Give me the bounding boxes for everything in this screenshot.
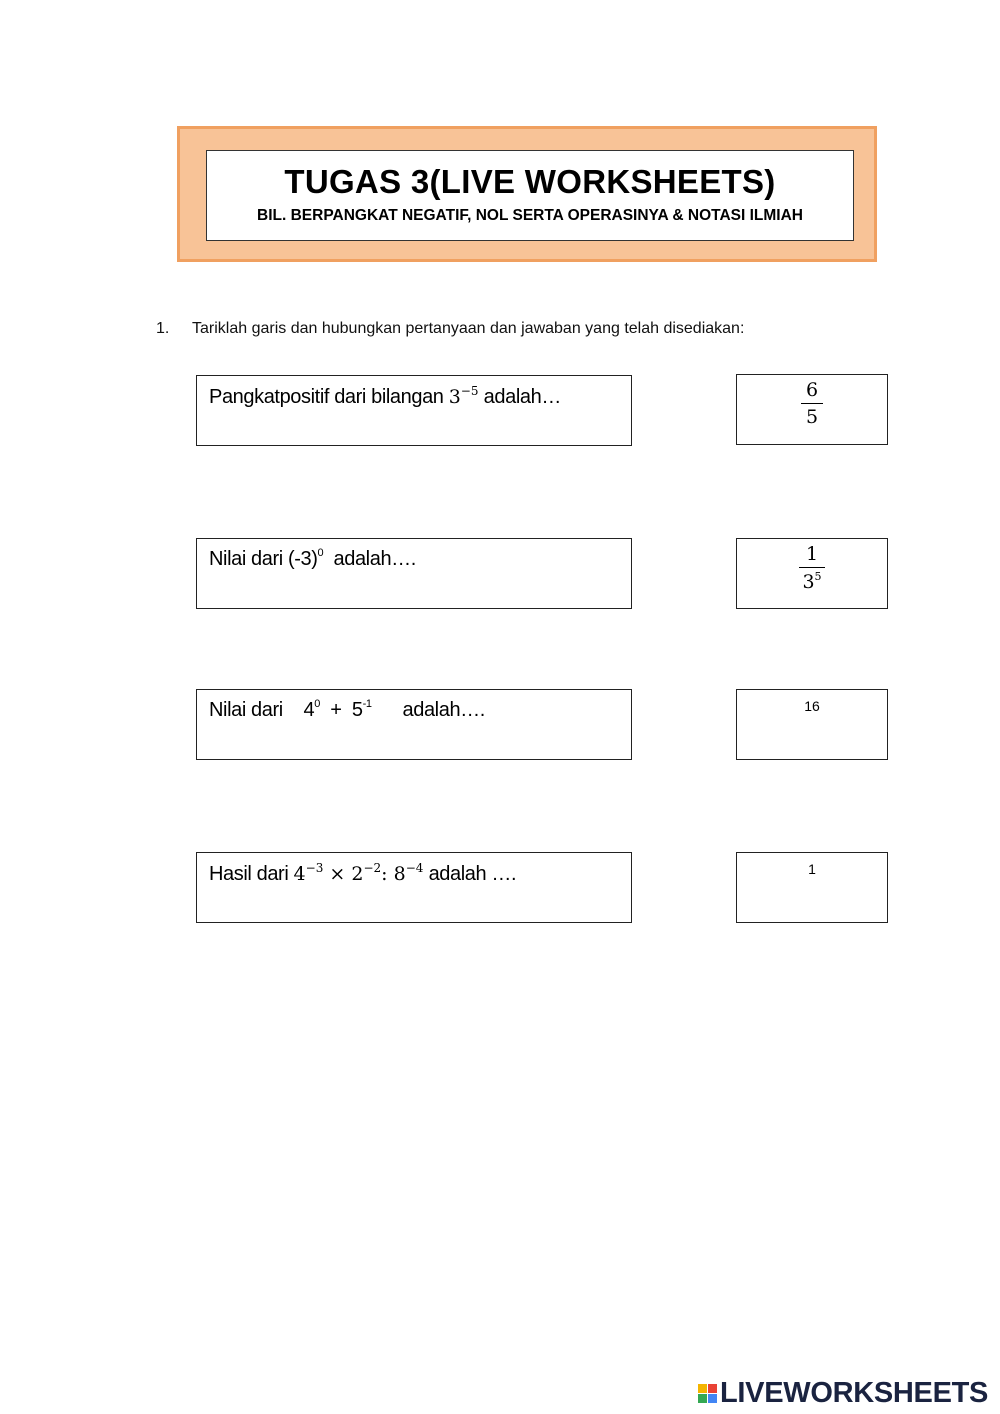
header-banner: [177, 126, 877, 262]
question-1-text: Pangkatpositif dari bilangan: [209, 386, 444, 408]
question-box-4[interactable]: [196, 852, 632, 923]
question-3-suffix: adalah….: [402, 699, 485, 721]
question-3-op: +: [330, 699, 342, 721]
question-1-suffix: adalah…: [483, 386, 561, 408]
answer-box-2[interactable]: [736, 538, 888, 609]
answer-4-value: 1: [808, 861, 816, 877]
worksheet-subtitle: BIL. BERPANGKAT NEGATIF, NOL SERTA OPERASINYA & NOTASI ILMIAH: [257, 207, 803, 224]
liveworksheets-logo: [698, 1378, 988, 1408]
question-3-base1: 4: [303, 699, 315, 721]
worksheet-title: TUGAS 3(LIVE WORKSHEETS): [284, 163, 776, 200]
instruction-text: Tariklah garis dan hubungkan pertanyaan dan jawaban yang telah disediakan:: [192, 320, 745, 337]
answer-box-3[interactable]: [736, 689, 888, 760]
question-3-base2: 5: [351, 699, 363, 721]
answer-box-1[interactable]: [736, 374, 888, 445]
answer-2-fraction: $\frac{1}{3^5}$: [799, 543, 825, 593]
instruction: [156, 320, 744, 338]
question-2-suffix: adalah….: [333, 548, 416, 570]
question-box-3[interactable]: Nilai dari $4^0 + 5^{-1}$ adalah….: [196, 689, 632, 760]
question-box-1[interactable]: [196, 375, 632, 446]
answer-1-fraction: $\frac{6}{5}$: [801, 379, 823, 428]
question-3-text: Nilai dari: [209, 699, 283, 721]
instruction-number: 1.: [156, 320, 170, 337]
question-2-exp: 0: [317, 547, 324, 559]
logo-text: LIVEWORKSHEETS: [720, 1376, 989, 1409]
question-2-text: Nilai dari (-3): [209, 548, 318, 570]
answer-3-value: 16: [804, 698, 820, 714]
liveworksheets-logo-icon: [698, 1384, 717, 1403]
question-1-math: $3^{-5}$: [448, 384, 479, 408]
question-box-2[interactable]: [196, 538, 632, 609]
header-box: [206, 150, 854, 241]
question-4-suffix: adalah ….: [428, 863, 517, 885]
question-4-math: $4^{-3} \times 2^{-2}$: $8^{-4}$: [293, 861, 424, 885]
question-4-text: Hasil dari: [209, 863, 289, 885]
answer-box-4[interactable]: [736, 852, 888, 923]
